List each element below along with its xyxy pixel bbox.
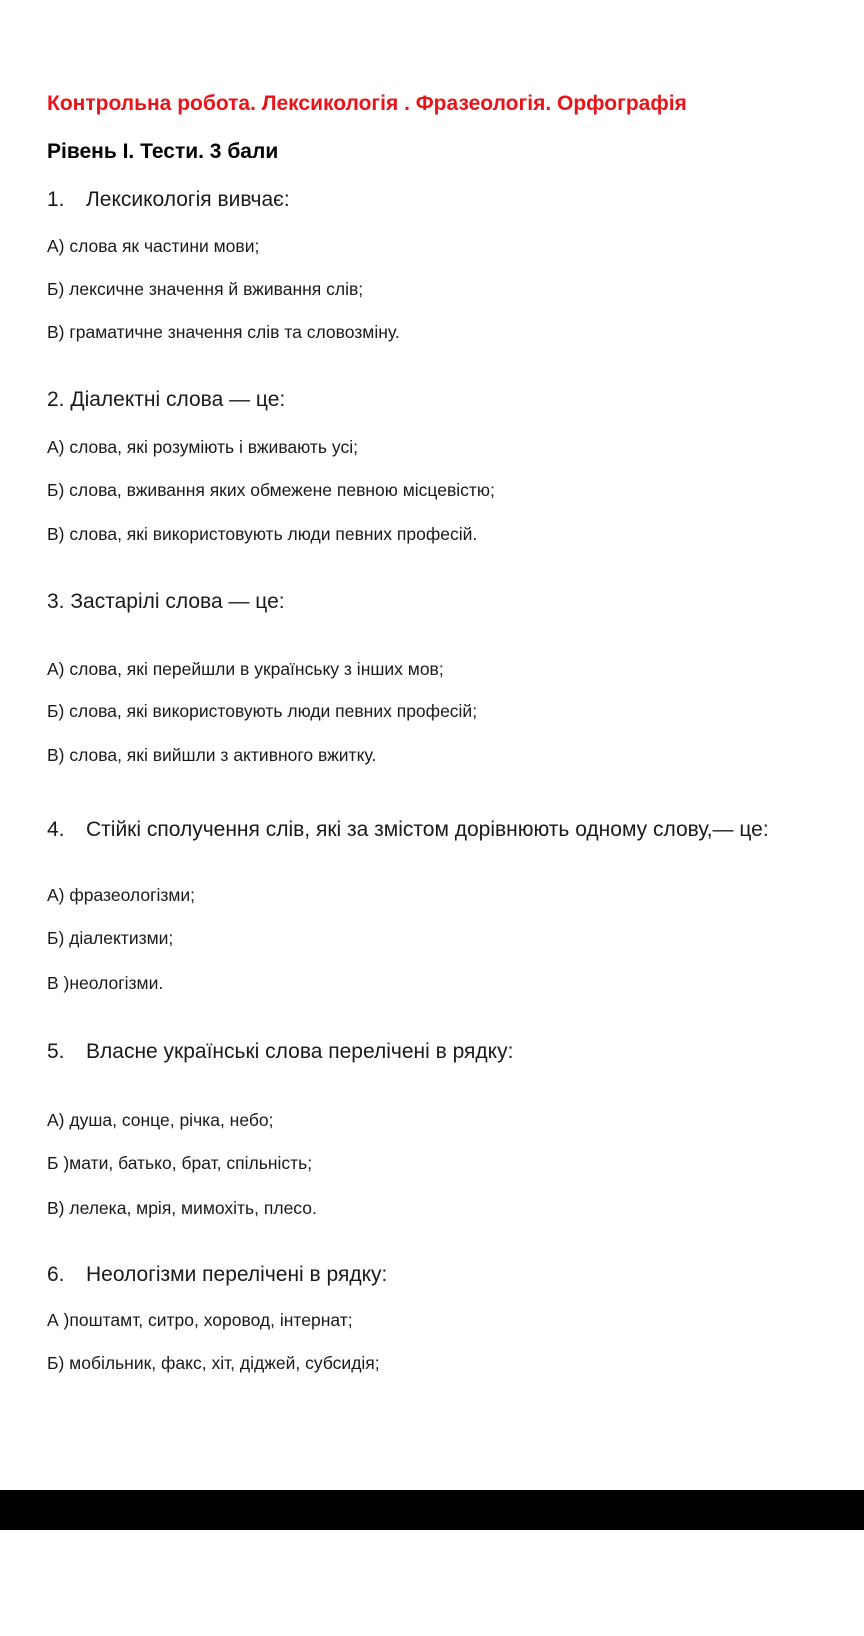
question-4-option-b: Б) діалектизми; [47, 928, 174, 948]
level-heading: Рівень І. Тести. 3 бали [47, 140, 279, 163]
question-3-option-a: А) слова, які перейшли в українську з інших мов; [47, 659, 444, 679]
question-number: 6. [47, 1263, 65, 1286]
question-number: 4. [47, 818, 65, 841]
question-6 [47, 1263, 387, 1287]
question-4 [47, 818, 769, 842]
question-2-option-a: А) слова, які розуміють і вживають усі; [47, 437, 358, 457]
question-text: Лексикологія вивчає: [86, 188, 290, 211]
question-number: 5. [47, 1040, 65, 1063]
question-1-option-c: В) граматичне значення слів та словозміну. [47, 322, 400, 342]
question-number: 1. [47, 188, 65, 211]
question-4-option-a: А) фразеологізми; [47, 885, 196, 905]
question-6-option-b: Б) мобільник, факс, хіт, діджей, субсидія; [47, 1353, 380, 1373]
question-text: Власне українські слова перелічені в рядку: [86, 1040, 514, 1063]
question-text: Стійкі сполучення слів, які за змістом дорівнюють одному слову,— це: [86, 818, 769, 841]
question-5-option-b: Б )мати, батько, брат, спільність; [47, 1153, 313, 1173]
question-2-option-b: Б) слова, вживання яких обмежене певною місцевістю; [47, 480, 495, 500]
question-1 [47, 188, 290, 212]
question-5-option-c: В) лелека, мрія, мимохіть, плесо. [47, 1198, 317, 1218]
question-4-option-c: В )неологізми. [47, 973, 164, 993]
question-3-option-b: Б) слова, які використовують люди певних професій; [47, 701, 478, 721]
question-text: Неологізми перелічені в рядку: [86, 1263, 388, 1286]
question-2: 2. Діалектні слова — це: [47, 388, 286, 411]
question-1-option-a: А) слова як частини мови; [47, 236, 260, 256]
question-5 [47, 1040, 513, 1064]
question-6-option-a: А )поштамт, ситро, хоровод, інтернат; [47, 1310, 353, 1330]
bottom-black-bar [0, 1490, 864, 1530]
question-2-option-c: В) слова, які використовують люди певних професій. [47, 524, 478, 544]
question-5-option-a: А) душа, сонце, річка, небо; [47, 1110, 274, 1130]
question-1-option-b: Б) лексичне значення й вживання слів; [47, 279, 364, 299]
document-title: Контрольна робота. Лексикологія . Фразеологія. Орфографія [47, 92, 687, 115]
question-3-option-c: В) слова, які вийшли з активного вжитку. [47, 745, 377, 765]
question-3: 3. Застарілі слова — це: [47, 590, 285, 613]
